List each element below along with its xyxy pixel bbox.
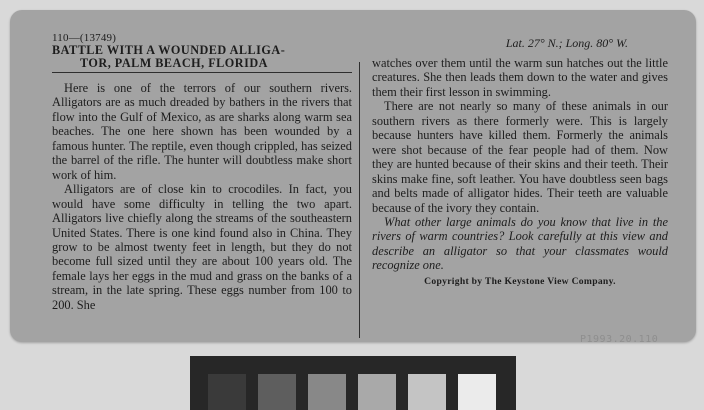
card-title-line-1: BATTLE WITH A WOUNDED ALLIGA- <box>52 43 286 57</box>
coordinates: Lat. 27° N.; Long. 80° W. <box>505 36 628 50</box>
paragraph: Alligators are of close kin to crocodiles. In fact, you would have some difficulty in telling the two apart. Alligators live chiefly along the streams of the southeastern United States. There is one kind found also in China. They grow to be almost twenty feet in length, but they do not become full sized until they are about 100 years old. The female lays her eggs in the mud and grass on the banks of a stream, in the late spring. These eggs number from 100 to 200. She <box>52 182 352 312</box>
paragraph: Here is one of the terrors of our southern rivers. Alligators are as much dreaded by bathers in the rivers that flow into the Gulf of Mexico, as are sharks along warm sea beaches. The one here shown has been wounded by a famous hunter. The reptile, even though crippled, has seized the barrel of the rifle. The hunter will doubtless make short work of him. <box>52 81 352 182</box>
left-column <box>52 32 352 312</box>
gray-swatch-5 <box>408 374 446 410</box>
column-divider <box>359 62 360 338</box>
card-number: 110—(13749) <box>52 32 117 44</box>
card-title-line-2: TOR, PALM BEACH, FLORIDA <box>80 56 268 70</box>
color-calibration-bar <box>190 356 516 410</box>
paragraph: watches over them until the warm sun hatches out the little creatures. She then leads them down to the water and gives them their first lesson in swimming. <box>372 56 668 99</box>
title-underline <box>52 72 352 73</box>
gray-swatch-1 <box>208 374 246 410</box>
gray-swatch-3 <box>308 374 346 410</box>
gray-swatch-4 <box>358 374 396 410</box>
stereograph-card-back <box>10 10 696 342</box>
copyright-notice: Copyright by The Keystone View Company. <box>424 275 616 287</box>
gray-swatch-6 <box>458 374 496 410</box>
gray-swatch-2 <box>258 374 296 410</box>
paragraph: There are not nearly so many of these animals in our southern rivers as there formerly were. This is largely because hunters have killed them. Formerly the animals were shot because of the fear people had of them. Now they are hunted because of their skins and their teeth. Their skins make fine, soft leather. You have doubtless seen bags and belts made of alligator hides. Their teeth are valuable because of the ivory they contain. <box>372 99 668 215</box>
right-column <box>372 36 668 288</box>
question-paragraph: What other large animals do you know that live in the rivers of warm countries? Look carefully at this view and describe an alligator so that your classmates would recognize one. <box>372 214 668 273</box>
accession-number: P1993.20.110 <box>580 334 659 345</box>
